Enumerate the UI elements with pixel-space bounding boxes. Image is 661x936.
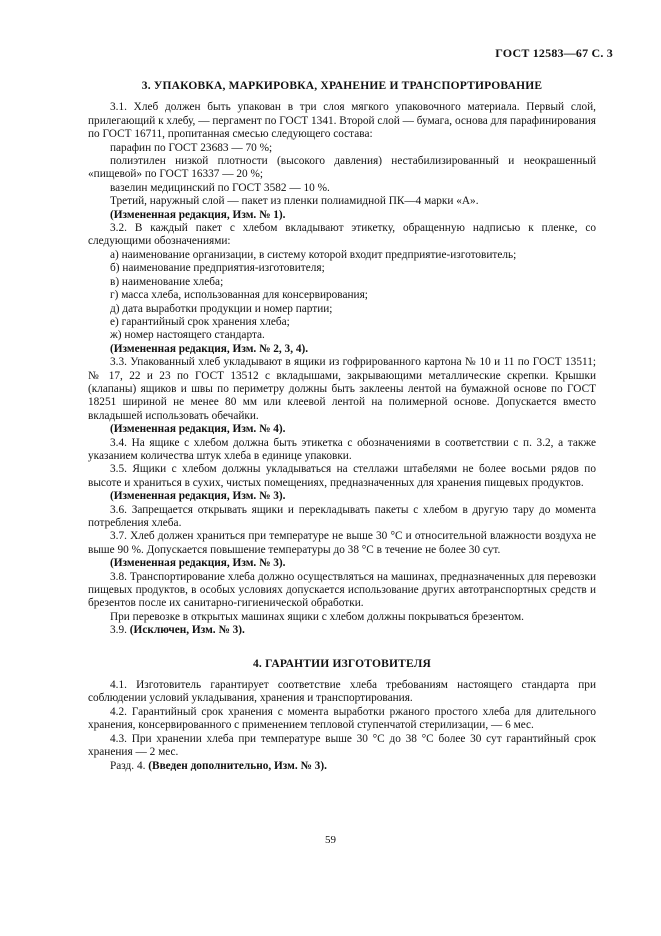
- page-number: 59: [325, 834, 336, 846]
- paragraph: 3.8. Транспортирование хлеба должно осуществляться на машинах, предназначенных для перевозки пищевых продуктов, в особых условиях допускается использование других автотранспортных средств и брезентов после их санитарно-гигиенической обработки.: [88, 570, 596, 610]
- paragraph: б) наименование предприятия-изготовителя;: [110, 262, 325, 275]
- paragraph: 3.4. На ящике с хлебом должна быть этикетка с обозначениями в соответствии с п. 3.2, а также указанием количества штук хлеба в единице упаковки.: [88, 436, 596, 462]
- paragraph: 3.6. Запрещается открывать ящики и перекладывать пакеты с хлебом в другую тару до момента потребления хлеба.: [88, 503, 596, 529]
- paragraph: 3.5. Ящики с хлебом должны укладываться на стеллажи штабелями не более восьми рядов по высоте и храниться в сухих, чистых помещениях, предназначенных для хранения пищевых продуктов.: [88, 463, 596, 489]
- paragraph: парафин по ГОСТ 23683 — 70 %;: [110, 141, 273, 154]
- item-3-9-number: 3.9.: [110, 624, 127, 637]
- paragraph: 4.2. Гарантийный срок хранения с момента выработки ржаного простого хлеба для длительного хранения, консервированного с применением тепловой ступенчатой стерилизации, — 6 мес.: [88, 705, 596, 732]
- paragraph: 3.2. В каждый пакет с хлебом вкладывают этикетку, обращенную надписью к пленке, со следующими обозначениями:: [88, 222, 596, 248]
- paragraph: полиэтилен низкой плотности (высокого давления) нестабилизированный и неокрашенный «пищевой» по ГОСТ 16337 — 20 %;: [88, 155, 596, 181]
- item-3-9-text: (Исключен, Изм. № 3).: [129, 624, 245, 637]
- amendment-note: (Измененная редакция, Изм. № 1).: [110, 208, 286, 221]
- amendment-note: (Измененная редакция, Изм. № 4).: [110, 423, 286, 436]
- paragraph: 3.1. Хлеб должен быть упакован в три слоя мягкого упаковочного материала. Первый слой, прилегающий к хлебу, — пергамент по ГОСТ 1341. Второй слой — бумага, основа для парафинирования по ГОСТ 16711, пропитанная смесью следующего состава:: [88, 101, 596, 141]
- paragraph: а) наименование организации, в систему которой входит предприятие-изготовитель;: [110, 248, 517, 261]
- paragraph: вазелин медицинский по ГОСТ 3582 — 10 %.: [110, 181, 330, 194]
- amendment-note: (Измененная редакция, Изм. № 2, 3, 4).: [110, 342, 309, 355]
- paragraph: 4.3. При хранении хлеба при температуре выше 30 °С до 38 °С более 30 сут гарантийный срок хранения — 2 мес.: [88, 732, 596, 759]
- paragraph: в) наименование хлеба;: [110, 275, 224, 288]
- section-4-note-prefix: Разд. 4.: [110, 759, 146, 772]
- paragraph: 4.1. Изготовитель гарантирует соответствие хлеба требованиям настоящего стандарта при соблюдении условий укладывания, хранения и транспортирования.: [88, 679, 596, 705]
- paragraph: д) дата выработки продукции и номер партии;: [110, 302, 333, 315]
- section-4-title: 4. ГАРАНТИИ ИЗГОТОВИТЕЛЯ: [252, 657, 432, 670]
- section-4-body: [88, 679, 596, 759]
- section-4-note: [88, 760, 596, 773]
- paragraph-3-9: [88, 624, 596, 637]
- amendment-note: (Измененная редакция, Изм. № 3).: [110, 557, 286, 570]
- paragraph: 3.7. Хлеб должен храниться при температуре не выше 30 °С и относительной влажности воздуха не выше 90 %. Допускается повышение температуры до 38 °С в течение не более 30 сут.: [88, 530, 596, 556]
- amendment-note: (Измененная редакция, Изм. № 3).: [110, 490, 286, 503]
- document-code-header: ГОСТ 12583—67 С. 3: [495, 46, 613, 60]
- paragraph: Третий, наружный слой — пакет из пленки полиамидной ПК—4 марки «А».: [110, 195, 479, 208]
- paragraph: При перевозке в открытых машинах ящики с хлебом должны покрываться брезентом.: [110, 610, 524, 623]
- page-content: [88, 80, 596, 773]
- section-3-title: 3. УПАКОВКА, МАРКИРОВКА, ХРАНЕНИЕ И ТРАНСПОРТИРОВАНИЕ: [141, 80, 543, 92]
- paragraph: ж) номер настоящего стандарта.: [110, 329, 265, 342]
- paragraph: г) масса хлеба, использованная для консервирования;: [110, 289, 368, 302]
- paragraph: е) гарантийный срок хранения хлеба;: [110, 315, 290, 328]
- section-4-note-text: (Введен дополнительно, Изм. № 3).: [148, 759, 327, 772]
- section-3-body: [88, 101, 596, 624]
- paragraph: 3.3. Упакованный хлеб укладывают в ящики из гофрированного картона № 10 и 11 по ГОСТ 13511; № 17, 22 и 23 по ГОСТ 13512 с вкладышами, закрывающими металлические скрепки. Крышки (клапаны) ящиков и швы по периметру должны быть заклеены лентой на бумажной основе по ГОСТ 18251 шириной не менее 80 мм или клеевой лентой на полимерной основе. Допускается вместо вкладышей использовать обечайки.: [88, 356, 596, 422]
